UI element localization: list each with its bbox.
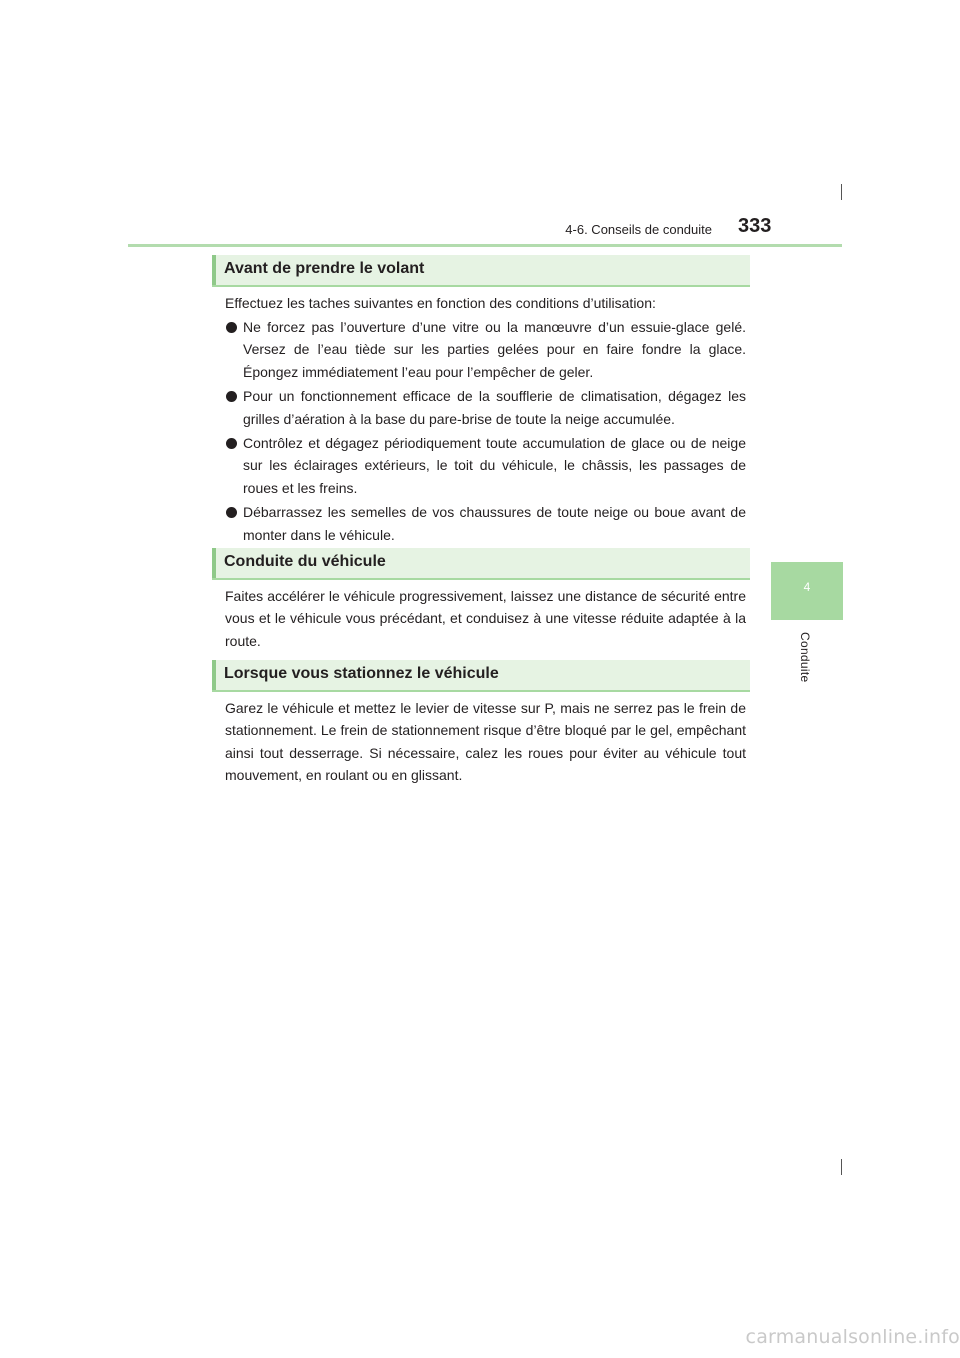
chapter-label: Conduite <box>798 632 812 683</box>
section-body: Garez le véhicule et mettez le levier de vitesse sur P, mais ne serrez pas le frein de stationnement. Le frein de stationnement risque d’être bloqué par le gel, empêchant ainsi tout desserrage. Si nécessaire, calez les roues pour éviter au véhicule tout mouvement, en roulant ou en glissant. <box>225 700 746 784</box>
list-item-text: Pour un fonctionnement efficace de la soufflerie de climatisation, dégagez les grilles d’aération à la base du pare-brise de toute la neige accumulée. <box>243 388 746 427</box>
section-heading <box>212 660 750 692</box>
section-body: Faites accélérer le véhicule progressivement, laissez une distance de sécurité entre vous et le véhicule vous précédant, et conduisez à une vitesse réduite adaptée à la route. <box>225 588 746 649</box>
bullet-icon <box>226 322 237 333</box>
list-item-text: Contrôlez et dégagez périodiquement toute accumulation de glace ou de neige sur les éclairages extérieurs, le toit du véhicule, le châssis, les passages de roues et les freins. <box>243 435 746 496</box>
list-item-text: Débarrassez les semelles de vos chaussures de toute neige ou boue avant de monter dans le véhicule. <box>243 504 746 543</box>
header-rule <box>128 244 842 247</box>
bullet-list <box>213 316 746 548</box>
list-item <box>213 432 746 499</box>
section-title: Lorsque vous stationnez le véhicule <box>224 665 499 682</box>
bullet-icon <box>226 438 237 449</box>
crop-mark-bottom <box>841 1159 842 1175</box>
list-item <box>213 385 746 430</box>
crop-mark-top <box>841 184 842 200</box>
section-intro: Effectuez les taches suivantes en fonction des conditions d’utilisation: <box>225 295 656 311</box>
section-title: Avant de prendre le volant <box>224 260 425 277</box>
chapter-tab <box>771 562 843 620</box>
list-item <box>213 501 746 546</box>
running-header-section: 4-6. Conseils de conduite <box>565 222 712 237</box>
watermark: carmanualsonline.info <box>745 1326 960 1348</box>
bullet-icon <box>226 507 237 518</box>
section-heading <box>212 548 750 580</box>
chapter-number: 4 <box>803 580 811 594</box>
list-item <box>213 316 746 383</box>
section-title: Conduite du véhicule <box>224 553 386 570</box>
section-heading <box>212 255 750 287</box>
bullet-icon <box>226 391 237 402</box>
page-number: 333 <box>738 215 772 237</box>
list-item-text: Ne forcez pas l’ouverture d’une vitre ou la manœuvre d’un essuie-glace gelé. Versez de l’eau tiède sur les parties gelées pour en faire fondre la glace. Épongez immédiatement l’eau pour l’empêcher de geler. <box>243 319 746 380</box>
